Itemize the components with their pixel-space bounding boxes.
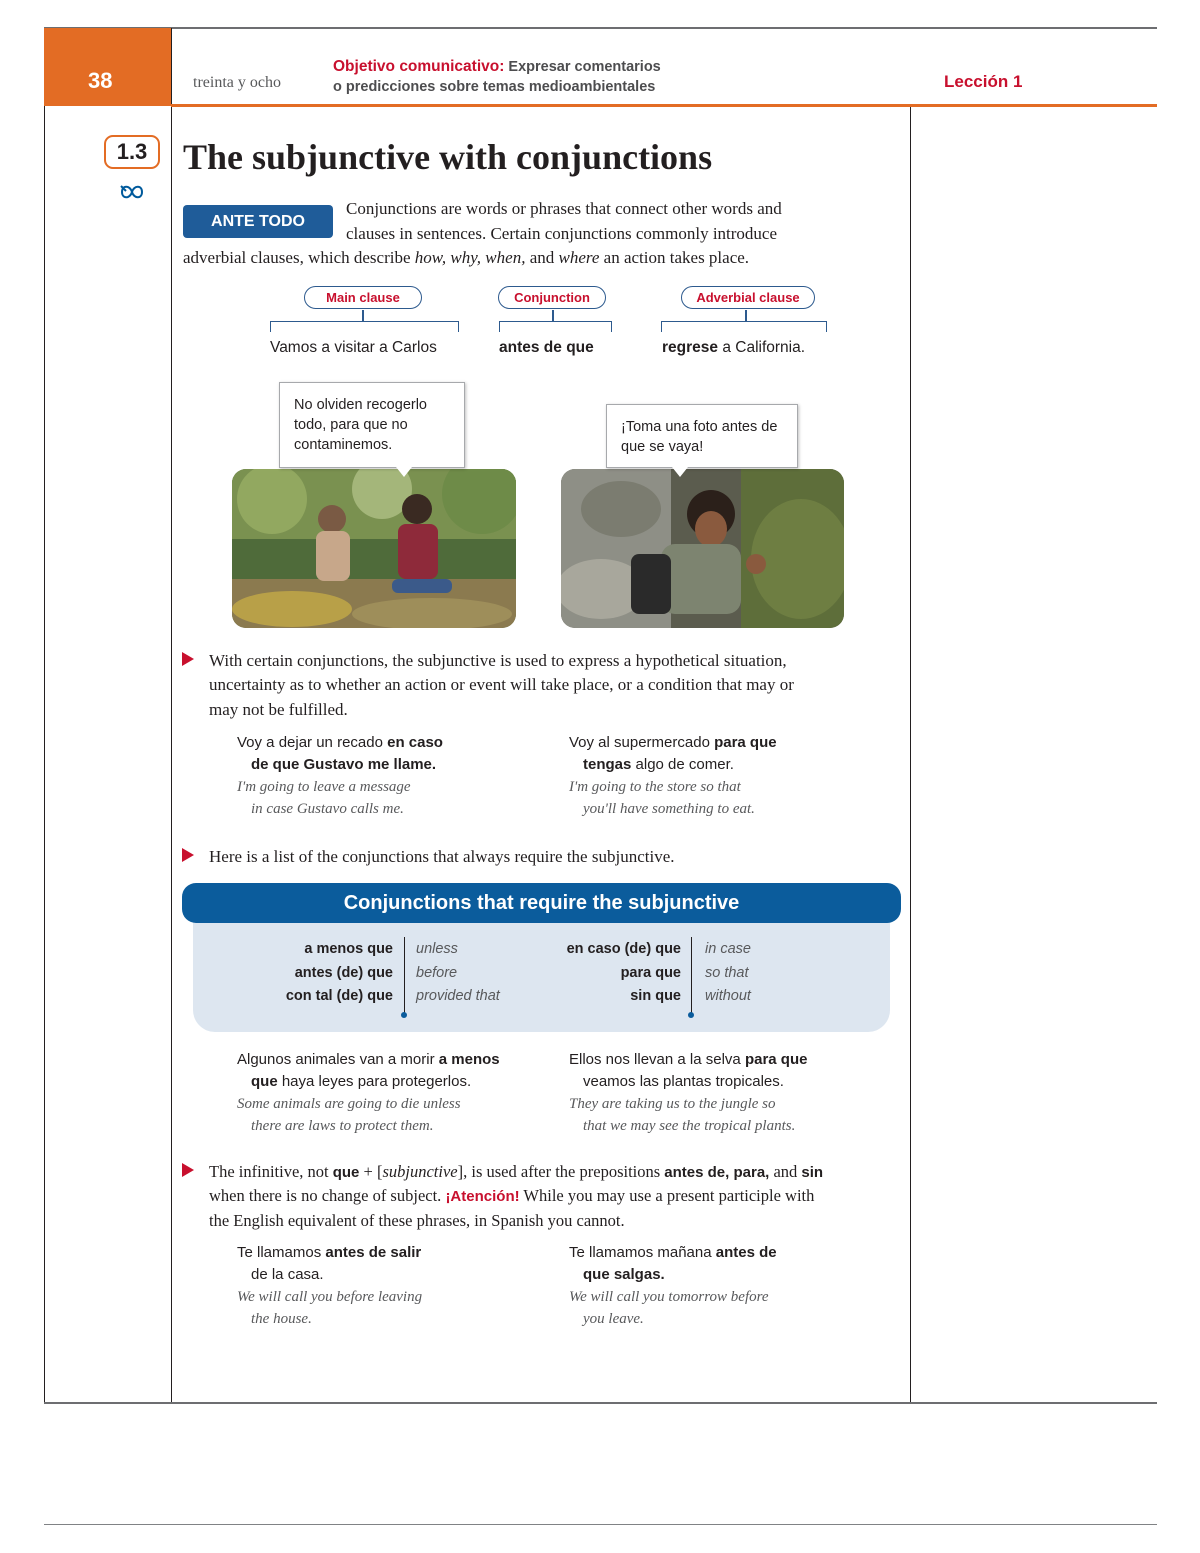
bubble-left-tail (396, 467, 412, 477)
page-number: 38 (88, 68, 113, 93)
p3-preps: antes de, para, (664, 1164, 770, 1181)
forest-scene-image (232, 469, 516, 628)
point1-line3: may not be fulfilled. (209, 700, 348, 719)
ex1r-translation-2: you'll have something to eat. (583, 801, 755, 817)
ex2l-que: que (251, 1073, 278, 1090)
photo-man-rock (561, 469, 844, 628)
footer-rule (44, 1524, 1157, 1525)
ex2l-text: Algunos animales van a morir (237, 1051, 439, 1068)
objective-text-2: o predicciones sobre temas medioambientales (333, 79, 656, 95)
conjunction-label: Conjunction (498, 286, 606, 309)
point3-line1 (209, 1160, 823, 1186)
ex3l-line2: de la casa. (251, 1266, 324, 1283)
conjunction-text: antes de que (499, 339, 594, 356)
main-clause-text: Vamos a visitar a Carlos (270, 339, 437, 356)
bubble-right-tail (672, 467, 688, 477)
bottom-border (44, 1402, 1157, 1404)
intro-how: how, why, when, (414, 248, 526, 267)
ex2r-bold: para que (744, 1051, 808, 1068)
bullet-arrow-1 (182, 652, 194, 666)
conj-es: sin que (630, 988, 681, 1004)
example-2-left (237, 1049, 500, 1137)
p3-atencion: ¡Atención! (445, 1188, 520, 1205)
conj-en: without (705, 988, 751, 1004)
ex3r-translation-2: you leave. (583, 1311, 644, 1327)
ex1r-rest: algo de comer. (631, 756, 734, 773)
conj-col-divider-left (404, 937, 405, 1015)
ex1l-line2: de que Gustavo me llame. (251, 756, 437, 773)
ex1l-text: Voy a dejar un recado (237, 734, 388, 751)
left-margin-line (44, 106, 45, 1402)
adv-bracket-stem (745, 310, 747, 321)
conj-right-english (705, 938, 751, 1009)
objective (333, 57, 661, 97)
bullet-arrow-2 (182, 848, 194, 862)
p3-line2a: when there is no change of subject. (209, 1186, 446, 1205)
p3-b: + [ (359, 1162, 383, 1181)
rock-scene-image (561, 469, 844, 628)
conj-col-dot-left (401, 1012, 407, 1018)
p3-c: ], is used after the prepositions (457, 1162, 665, 1181)
ex1l-translation-2: in case Gustavo calls me. (251, 801, 404, 817)
infinity-link-icon (118, 182, 146, 202)
example-3-left (237, 1242, 422, 1330)
point2-text: Here is a list of the conjunctions that always require the subjunctive. (209, 847, 675, 866)
content-left-line (171, 28, 172, 1402)
conj-en: in case (705, 941, 751, 957)
point3-line2 (209, 1184, 814, 1210)
speech-bubble-right (606, 404, 798, 468)
conj-en: so that (705, 964, 749, 981)
ex1r-translation-1: I'm going to the store so that (569, 779, 741, 795)
ex3l-translation-1: We will call you before leaving (237, 1289, 423, 1305)
main-bracket-stem (362, 310, 364, 321)
conj-en: before (416, 964, 458, 981)
example-1-left (237, 732, 443, 820)
ex1r-verb: tengas (583, 756, 632, 773)
conj-bracket-stem (552, 310, 554, 321)
conj-left-english (416, 938, 500, 1009)
intro-line-1: Conjunctions are words or phrases that connect other words and (346, 199, 782, 218)
ex3l-bold: antes de salir (325, 1244, 422, 1261)
objective-text-1: Expresar comentarios (508, 59, 661, 75)
ex2r-line2: veamos las plantas tropicales. (583, 1073, 784, 1090)
conj-es: a menos que (304, 941, 393, 957)
ex3r-bold: antes de (715, 1244, 777, 1261)
example-2-right (569, 1049, 807, 1137)
ex2l-translation-2: there are laws to protect them. (251, 1118, 434, 1134)
content-right-line (910, 106, 911, 1402)
ex2r-translation-1: They are taking us to the jungle so (569, 1096, 776, 1112)
intro-line-2: clauses in sentences. Certain conjunctions commonly introduce (346, 224, 778, 243)
conj-en: provided that (416, 988, 500, 1004)
speech-bubble-left (279, 382, 465, 468)
intro-end: an action takes place. (599, 248, 750, 267)
ex3l-translation-2: the house. (251, 1311, 312, 1327)
adverbial-clause-text (662, 339, 805, 357)
conj-left-spanish (220, 938, 393, 1009)
example-3-right (569, 1242, 777, 1330)
ex1r-text: Voy al supermercado (569, 734, 715, 751)
ante-todo-badge (183, 205, 333, 238)
header-rule (171, 104, 1157, 107)
conj-col-divider-right (691, 937, 692, 1015)
conj-es: con tal (de) que (285, 988, 393, 1004)
ex1l-translation-1: I'm going to leave a message (237, 779, 411, 795)
conj-es: para que (620, 964, 681, 981)
p3-sin: sin (801, 1164, 824, 1181)
ex3r-text: Te llamamos mañana (569, 1244, 716, 1261)
conj-table-title: Conjunctions that require the subjunctive (343, 892, 740, 914)
example-1-right (569, 732, 777, 820)
conj-es: en caso (de) que (566, 941, 681, 957)
conj-col-dot-right (688, 1012, 694, 1018)
ex1l-bold: en caso (387, 734, 443, 751)
main-clause-label: Main clause (304, 286, 422, 309)
point3-line3: the English equivalent of these phrases, in Spanish you cannot. (209, 1211, 625, 1230)
conj-right-spanish (520, 938, 681, 1009)
tutorial-icon[interactable] (118, 182, 146, 207)
conj-table-header (182, 883, 901, 923)
p3-subj: subjunctive (382, 1162, 458, 1181)
bullet-arrow-3 (182, 1163, 194, 1177)
conj-es: antes (de) que (294, 964, 393, 981)
intro-where: where (558, 248, 600, 267)
p3-a: The infinitive, not (209, 1162, 333, 1181)
intro-line-3 (183, 246, 749, 271)
section-title: The subjunctive with conjunctions (183, 137, 713, 177)
objective-label: Objetivo comunicativo: (333, 58, 505, 75)
adverbial-rest: a California. (718, 339, 806, 356)
section-number: 1.3 (116, 139, 148, 164)
adverbial-clause-label: Adverbial clause (681, 286, 815, 309)
intro-text-a: adverbial clauses, which describe (183, 248, 415, 267)
intro-and: and (525, 248, 559, 267)
conj-bracket (499, 321, 612, 332)
p3-line2b: While you may use a present participle with (519, 1186, 815, 1205)
main-bracket (270, 321, 459, 332)
ex2l-bold: a menos (438, 1051, 500, 1068)
bubble-left-text: No olviden recogerlo todo, para que no contaminemos. (294, 397, 427, 453)
page-number-box (44, 28, 171, 106)
point1-line1: With certain conjunctions, the subjunctive is used to express a hypothetical situation, (209, 651, 787, 670)
top-border (44, 27, 1157, 29)
ex3l-text: Te llamamos (237, 1244, 326, 1261)
p3-que: que (332, 1164, 360, 1181)
ex2r-translation-2: that we may see the tropical plants. (583, 1118, 796, 1134)
bubble-right-text: ¡Toma una foto antes de que se vaya! (621, 419, 778, 455)
section-number-badge (104, 135, 160, 169)
p3-d: and (769, 1162, 802, 1181)
ex2l-translation-1: Some animals are going to die unless (237, 1096, 461, 1112)
ex3r-line2: que salgas. (583, 1266, 665, 1283)
ex2r-text: Ellos nos llevan a la selva (569, 1051, 745, 1068)
ex1r-bold: para que (714, 734, 777, 751)
ex2l-rest: haya leyes para protegerlos. (277, 1073, 472, 1090)
lesson-label: Lección 1 (944, 72, 1023, 91)
ante-todo-label: ANTE TODO (211, 213, 305, 230)
conj-en: unless (416, 941, 458, 957)
adv-bracket (661, 321, 827, 332)
page-number-words: treinta y ocho (193, 74, 281, 91)
adverbial-verb: regrese (662, 339, 719, 356)
ex3r-translation-1: We will call you tomorrow before (569, 1289, 769, 1305)
point1-line2: uncertainty as to whether an action or event will take place, or a condition that may or (209, 675, 794, 694)
photo-two-women (232, 469, 516, 628)
